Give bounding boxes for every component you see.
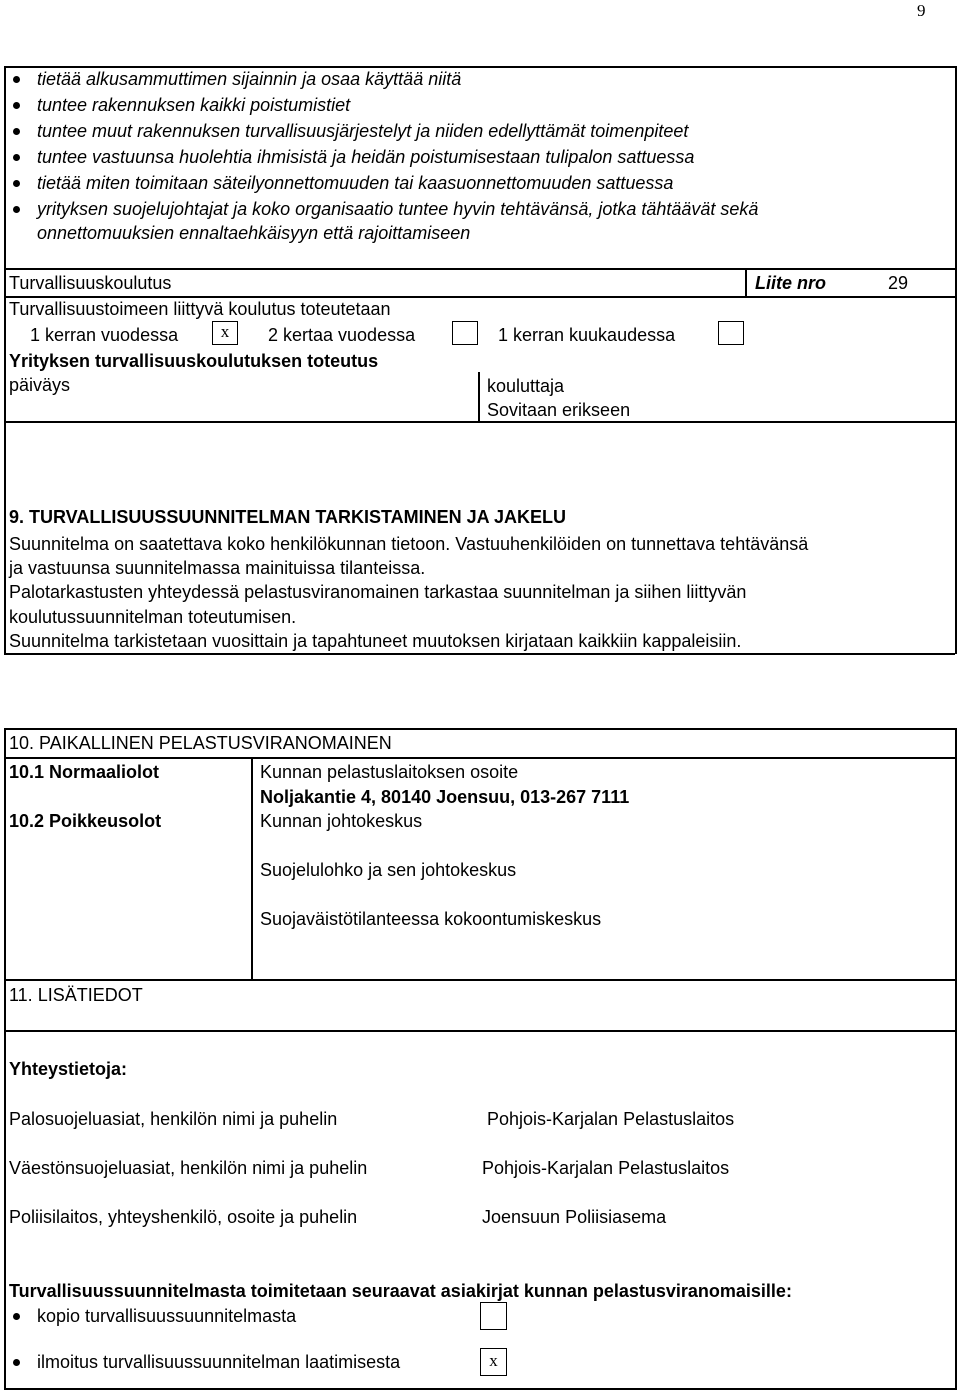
- list-item: tietää miten toimitaan säteilyonnettomuuden tai kaasuonnettomuuden sattuessa: [37, 173, 674, 193]
- section9-paragraph-line: Suunnitelma on saatettava koko henkilökunnan tietoon. Vastuuhenkilöiden on tunnettava tehtävänsä: [9, 534, 809, 554]
- contact-value-police: Joensuun Poliisiasema: [482, 1207, 667, 1227]
- delivery-item-notice-label: ilmoitus turvallisuussuunnitelman laatimisesta: [37, 1352, 401, 1372]
- frame-right-line-lower: [955, 728, 957, 1388]
- bullet-icon: [13, 1313, 20, 1320]
- frame-right-line-upper: [955, 66, 957, 654]
- delivery-title: Turvallisuussuunnitelmasta toimitetaan seuraavat asiakirjat kunnan pelastusviranomaisille:: [9, 1281, 792, 1301]
- list-item: tietää alkusammuttimen sijainnin ja osaa käyttää niitä: [37, 69, 462, 89]
- section9-paragraph-line: koulutussuunnitelman toteutumisen.: [9, 607, 297, 627]
- contact-label-police: Poliisilaitos, yhteyshenkilö, osoite ja puhelin: [9, 1207, 358, 1227]
- section11-top-line: [4, 979, 955, 981]
- option-yearly-checkbox[interactable]: x: [212, 321, 238, 345]
- bullet-icon: [13, 154, 20, 161]
- option-monthly-checkbox[interactable]: [718, 321, 744, 345]
- trainer-value: Sovitaan erikseen: [487, 400, 631, 420]
- bullet-icon: [13, 128, 20, 135]
- delivery-item-copy-checkbox[interactable]: [480, 1302, 507, 1330]
- contact-label-civil-defence: Väestönsuojeluasiat, henkilön nimi ja puhelin: [9, 1158, 368, 1178]
- section10-heading-underline: [4, 757, 955, 759]
- delivery-item-notice-checkbox[interactable]: x: [480, 1348, 507, 1376]
- training-title: Turvallisuuskoulutus: [9, 273, 172, 293]
- section10-top-line: [4, 728, 955, 730]
- list-item: tuntee muut rakennuksen turvallisuusjärjestelyt ja niiden edellyttämät toimenpiteet: [37, 121, 689, 141]
- page-number: 9: [917, 1, 926, 20]
- bullet-icon: [13, 180, 20, 187]
- option-twice-yearly-label: 2 kertaa vuodessa: [268, 325, 416, 345]
- bullet-icon: [13, 206, 20, 213]
- bullet-icon: [13, 102, 20, 109]
- option-monthly-label: 1 kerran kuukaudessa: [498, 325, 676, 345]
- section10-heading: 10. PAIKALLINEN PELASTUSVIRANOMAINEN: [9, 733, 392, 753]
- frame-bottom-line: [4, 1388, 957, 1390]
- date-trainer-divider: [478, 372, 480, 422]
- list-item-continuation: onnettomuuksien ennaltaehkäisyyn että rajoittamiseen: [37, 223, 471, 243]
- attachment-number: 29: [888, 273, 909, 293]
- section11-heading: 11. LISÄTIEDOT: [9, 985, 143, 1005]
- contacts-title: Yhteystietoja:: [9, 1059, 128, 1079]
- frame-left-line-lower: [4, 728, 6, 1388]
- list-item: yrityksen suojelujohtajat ja koko organisaatio tuntee hyvin tehtävänsä, jotka tähtäävät sekä: [37, 199, 759, 219]
- section9-heading: 9. TURVALLISUUSSUUNNITELMAN TARKISTAMINEN JA JAKELU: [9, 507, 567, 527]
- option-yearly-label: 1 kerran vuodessa: [30, 325, 179, 345]
- trainer-label: kouluttaja: [487, 376, 565, 396]
- contact-value-fire: Pohjois-Karjalan Pelastuslaitos: [487, 1109, 735, 1129]
- date-label: päiväys: [9, 375, 71, 395]
- rescue-station-address: Noljakantie 4, 80140 Joensuu, 013-267 7111: [260, 787, 630, 807]
- delivery-item-copy-label: kopio turvallisuussuunnitelmasta: [37, 1306, 297, 1326]
- option-twice-yearly-checkbox[interactable]: [452, 321, 478, 345]
- bullet-icon: [13, 1359, 20, 1366]
- exceptional-conditions-label: 10.2 Poikkeusolot: [9, 811, 162, 831]
- rescue-station-label: Kunnan pelastuslaitoksen osoite: [260, 762, 519, 782]
- list-item: tuntee rakennuksen kaikki poistumistiet: [37, 95, 351, 115]
- implementation-title: Yrityksen turvallisuuskoulutuksen toteutus: [9, 351, 379, 371]
- list-item: tuntee vastuunsa huolehtia ihmisistä ja heidän poistumisestaan tulipalon sattuessa: [37, 147, 695, 167]
- bullet-icon: [13, 76, 20, 83]
- frame-left-line-upper: [4, 66, 6, 654]
- section9-paragraph-line: Palotarkastusten yhteydessä pelastusviranomainen tarkastaa suunnitelman ja siihen liittyvän: [9, 582, 747, 602]
- training-bottom-line: [4, 421, 955, 423]
- section9-paragraph-line: Suunnitelma tarkistetaan vuosittain ja tapahtuneet muutoksen kirjataan kaikkiin kappaleisiin.: [9, 631, 742, 651]
- section9-paragraph-line: ja vastuunsa suunnitelmassa mainituissa tilanteissa.: [9, 558, 426, 578]
- command-center: Kunnan johtokeskus: [260, 811, 423, 831]
- section11-heading-underline: [4, 1030, 955, 1032]
- training-top-line: [4, 268, 955, 270]
- contact-label-fire: Palosuojeluasiat, henkilön nimi ja puhelin: [9, 1109, 338, 1129]
- protection-block: Suojelulohko ja sen johtokeskus: [260, 860, 517, 880]
- attachment-label: Liite nro: [755, 273, 826, 293]
- attachment-divider: [745, 268, 747, 296]
- contact-value-civil-defence: Pohjois-Karjalan Pelastuslaitos: [482, 1158, 730, 1178]
- frequency-label: Turvallisuustoimeen liittyvä koulutus toteutetaan: [9, 299, 391, 319]
- section10-column-divider: [251, 757, 253, 979]
- evacuation-center: Suojaväistötilanteessa kokoontumiskeskus: [260, 909, 602, 929]
- section9-bottom-line: [4, 653, 955, 655]
- normal-conditions-label: 10.1 Normaaliolot: [9, 762, 160, 782]
